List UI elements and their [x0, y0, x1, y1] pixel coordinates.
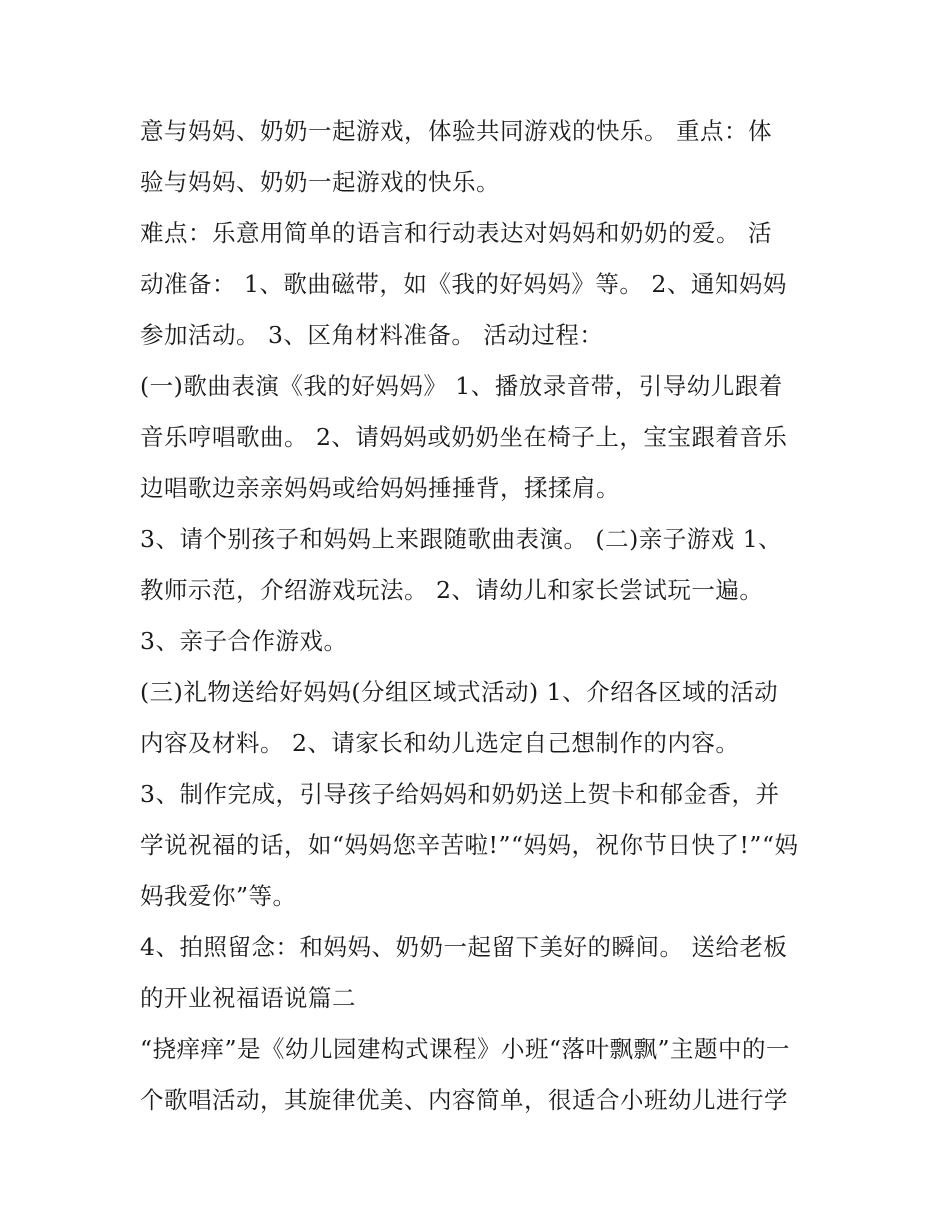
text-line: (三)礼物送给好妈妈(分组区域式活动) 1、介绍各区域的活动 [140, 678, 779, 706]
text-line: 3、请个别孩子和妈妈上来跟随歌曲表演。 (二)亲子游戏 1、 [140, 525, 783, 553]
text-line: 3、制作完成，引导孩子给妈妈和奶奶送上贺卡和郁金香，并 [140, 780, 780, 808]
text-line: 个歌唱活动，其旋律优美、内容简单，很适合小班幼儿进行学 [140, 1086, 788, 1114]
paragraph-cooperative-game [140, 618, 820, 669]
text-line: 3、亲子合作游戏。 [140, 627, 348, 655]
text-line: 妈我爱你”等。 [140, 882, 297, 910]
text-line: 学说祝福的话，如“妈妈您辛苦啦!”“妈妈，祝你节日快了!”“妈 [140, 831, 799, 859]
paragraph-blessing [140, 771, 820, 924]
paragraph-song-performance [140, 363, 820, 516]
text-line: 的开业祝福语说篇二 [140, 984, 356, 1012]
paragraph-difficulty-preparation [140, 210, 820, 363]
paragraph-parent-child-game [140, 516, 820, 618]
text-line: 内容及材料。 2、请家长和幼儿选定自己想制作的内容。 [140, 729, 740, 757]
text-line: 验与妈妈、奶奶一起游戏的快乐。 [140, 168, 500, 196]
paragraph-tickle-intro [140, 1026, 820, 1128]
text-line: 4、拍照留念：和妈妈、奶奶一起留下美好的瞬间。 送给老板 [140, 933, 788, 961]
text-line: 边唱歌边亲亲妈妈或给妈妈捶捶背，揉揉肩。 [140, 474, 620, 502]
text-line: 音乐哼唱歌曲。 2、请妈妈或奶奶坐在椅子上，宝宝跟着音乐 [140, 423, 788, 451]
text-line: “挠痒痒”是《幼儿园建构式课程》小班“落叶飘飘”主题中的一 [140, 1035, 791, 1063]
text-line: 参加活动。 3、区角材料准备。 活动过程： [140, 321, 604, 349]
text-line: 动准备： 1、歌曲磁带，如《我的好妈妈》等。 2、通知妈妈 [140, 270, 787, 298]
document-body [140, 108, 820, 1128]
text-line: (一)歌曲表演《我的好妈妈》 1、播放录音带，引导幼儿跟着 [140, 372, 783, 400]
text-line: 难点：乐意用简单的语言和行动表达对妈妈和奶奶的爱。 活 [140, 219, 772, 247]
paragraph-gift-activity [140, 669, 820, 771]
text-line: 意与妈妈、奶奶一起游戏，体验共同游戏的快乐。 重点：体 [140, 117, 772, 145]
paragraph-goals [140, 108, 820, 210]
paragraph-photo [140, 924, 820, 1026]
text-line: 教师示范，介绍游戏玩法。 2、请幼儿和家长尝试玩一遍。 [140, 576, 764, 604]
